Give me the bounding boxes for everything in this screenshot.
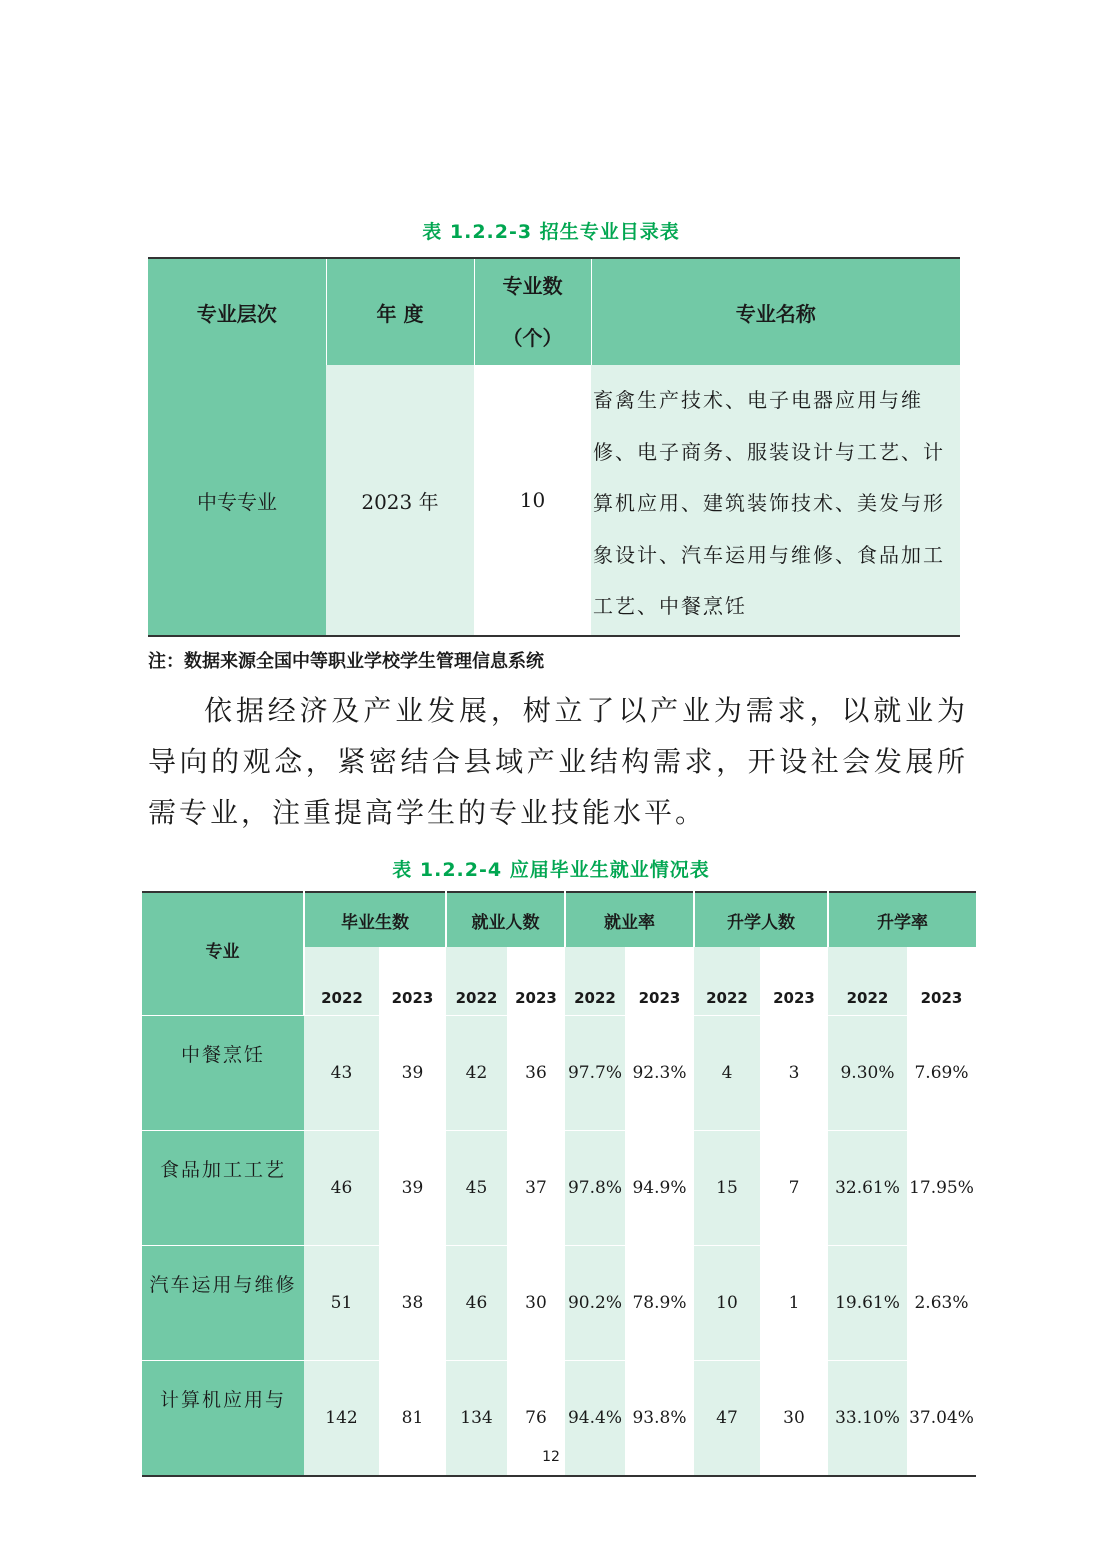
row-spec-name: 汽车运用与维修	[142, 1246, 304, 1361]
table1-caption: 表 1.2.2-3 招生专业目录表	[422, 221, 680, 243]
header-names: 专业名称	[591, 258, 960, 365]
cell-value: 90.2%	[565, 1246, 625, 1361]
year-cell: 2022	[828, 947, 907, 1016]
cell-value: 97.8%	[565, 1131, 625, 1246]
cell-value: 78.9%	[625, 1246, 694, 1361]
year-cell: 2023	[760, 947, 828, 1016]
header-spec: 专业	[142, 892, 304, 1016]
table-row	[142, 1246, 976, 1361]
header-count-line1: 专业数	[502, 274, 563, 298]
cell-value: 92.3%	[625, 1016, 694, 1131]
year-cell: 2022	[694, 947, 760, 1016]
cell-value: 3	[760, 1016, 828, 1131]
row-spec-name: 中餐烹饪	[142, 1016, 304, 1131]
header-group: 升学率	[828, 892, 976, 947]
header-count-line2: （个）	[502, 326, 563, 350]
header-group: 就业人数	[446, 892, 565, 947]
row-spec-name: 食品加工工艺	[142, 1131, 304, 1246]
cell-value: 42	[446, 1016, 507, 1131]
cell-value: 30	[507, 1246, 565, 1361]
enrollment-table	[148, 257, 960, 637]
cell-value: 43	[304, 1016, 379, 1131]
cell-value: 142	[304, 1361, 379, 1477]
cell-value: 47	[694, 1361, 760, 1477]
cell-value: 94.9%	[625, 1131, 694, 1246]
year-cell: 2022	[565, 947, 625, 1016]
table-header-row	[142, 892, 976, 947]
cell-value: 2.63%	[907, 1246, 976, 1361]
cell-value: 1	[760, 1246, 828, 1361]
table-row	[142, 1016, 976, 1131]
cell-value: 39	[379, 1131, 446, 1246]
cell-value: 17.95%	[907, 1131, 976, 1246]
cell-value: 38	[379, 1246, 446, 1361]
data-source-note: 注：数据来源全国中等职业学校学生管理信息系统	[148, 651, 544, 672]
cell-value: 7.69%	[907, 1016, 976, 1131]
year-cell: 2023	[907, 947, 976, 1016]
cell-value: 37.04%	[907, 1361, 976, 1477]
cell-value: 93.8%	[625, 1361, 694, 1477]
cell-value: 46	[304, 1131, 379, 1246]
header-level: 专业层次	[148, 258, 326, 365]
year-cell: 2022	[304, 947, 379, 1016]
cell-value: 81	[379, 1361, 446, 1477]
row-spec-name: 计算机应用与	[142, 1361, 304, 1477]
table-header-row	[148, 258, 960, 365]
cell-value: 15	[694, 1131, 760, 1246]
cell-level: 中专专业	[148, 365, 326, 636]
cell-value: 36	[507, 1016, 565, 1131]
cell-value: 30	[760, 1361, 828, 1477]
cell-value: 33.10%	[828, 1361, 907, 1477]
page-number: 12	[542, 1449, 560, 1465]
cell-value: 7	[760, 1131, 828, 1246]
cell-value: 76	[507, 1361, 565, 1477]
cell-names: 畜禽生产技术、电子电器应用与维修、电子商务、服装设计与工艺、计算机应用、建筑装饰技术、美发与形象设计、汽车运用与维修、食品加工工艺、中餐烹饪	[591, 365, 960, 636]
cell-value: 39	[379, 1016, 446, 1131]
employment-table	[142, 891, 976, 1477]
header-count	[474, 258, 591, 365]
year-cell: 2023	[379, 947, 446, 1016]
cell-value: 37	[507, 1131, 565, 1246]
cell-value: 9.30%	[828, 1016, 907, 1131]
cell-value: 94.4%	[565, 1361, 625, 1477]
cell-value: 4	[694, 1016, 760, 1131]
cell-value: 46	[446, 1246, 507, 1361]
cell-value: 134	[446, 1361, 507, 1477]
cell-value: 97.7%	[565, 1016, 625, 1131]
header-group: 升学人数	[694, 892, 828, 947]
table-row	[148, 365, 960, 636]
header-year: 年 度	[326, 258, 474, 365]
table2-caption: 表 1.2.2-4 应届毕业生就业情况表	[392, 859, 710, 881]
cell-year: 2023 年	[326, 365, 474, 636]
cell-value: 45	[446, 1131, 507, 1246]
header-group: 毕业生数	[304, 892, 446, 947]
cell-value: 51	[304, 1246, 379, 1361]
cell-value: 19.61%	[828, 1246, 907, 1361]
cell-value: 32.61%	[828, 1131, 907, 1246]
year-cell: 2022	[446, 947, 507, 1016]
cell-count: 10	[474, 365, 591, 636]
year-cell: 2023	[625, 947, 694, 1016]
header-group: 就业率	[565, 892, 694, 947]
cell-value: 10	[694, 1246, 760, 1361]
body-paragraph: 依据经济及产业发展，树立了以产业为需求，以就业为导向的观念，紧密结合县域产业结构需求，开设社会发展所需专业，注重提高学生的专业技能水平。	[148, 694, 968, 829]
table-row	[142, 1131, 976, 1246]
year-cell: 2023	[507, 947, 565, 1016]
